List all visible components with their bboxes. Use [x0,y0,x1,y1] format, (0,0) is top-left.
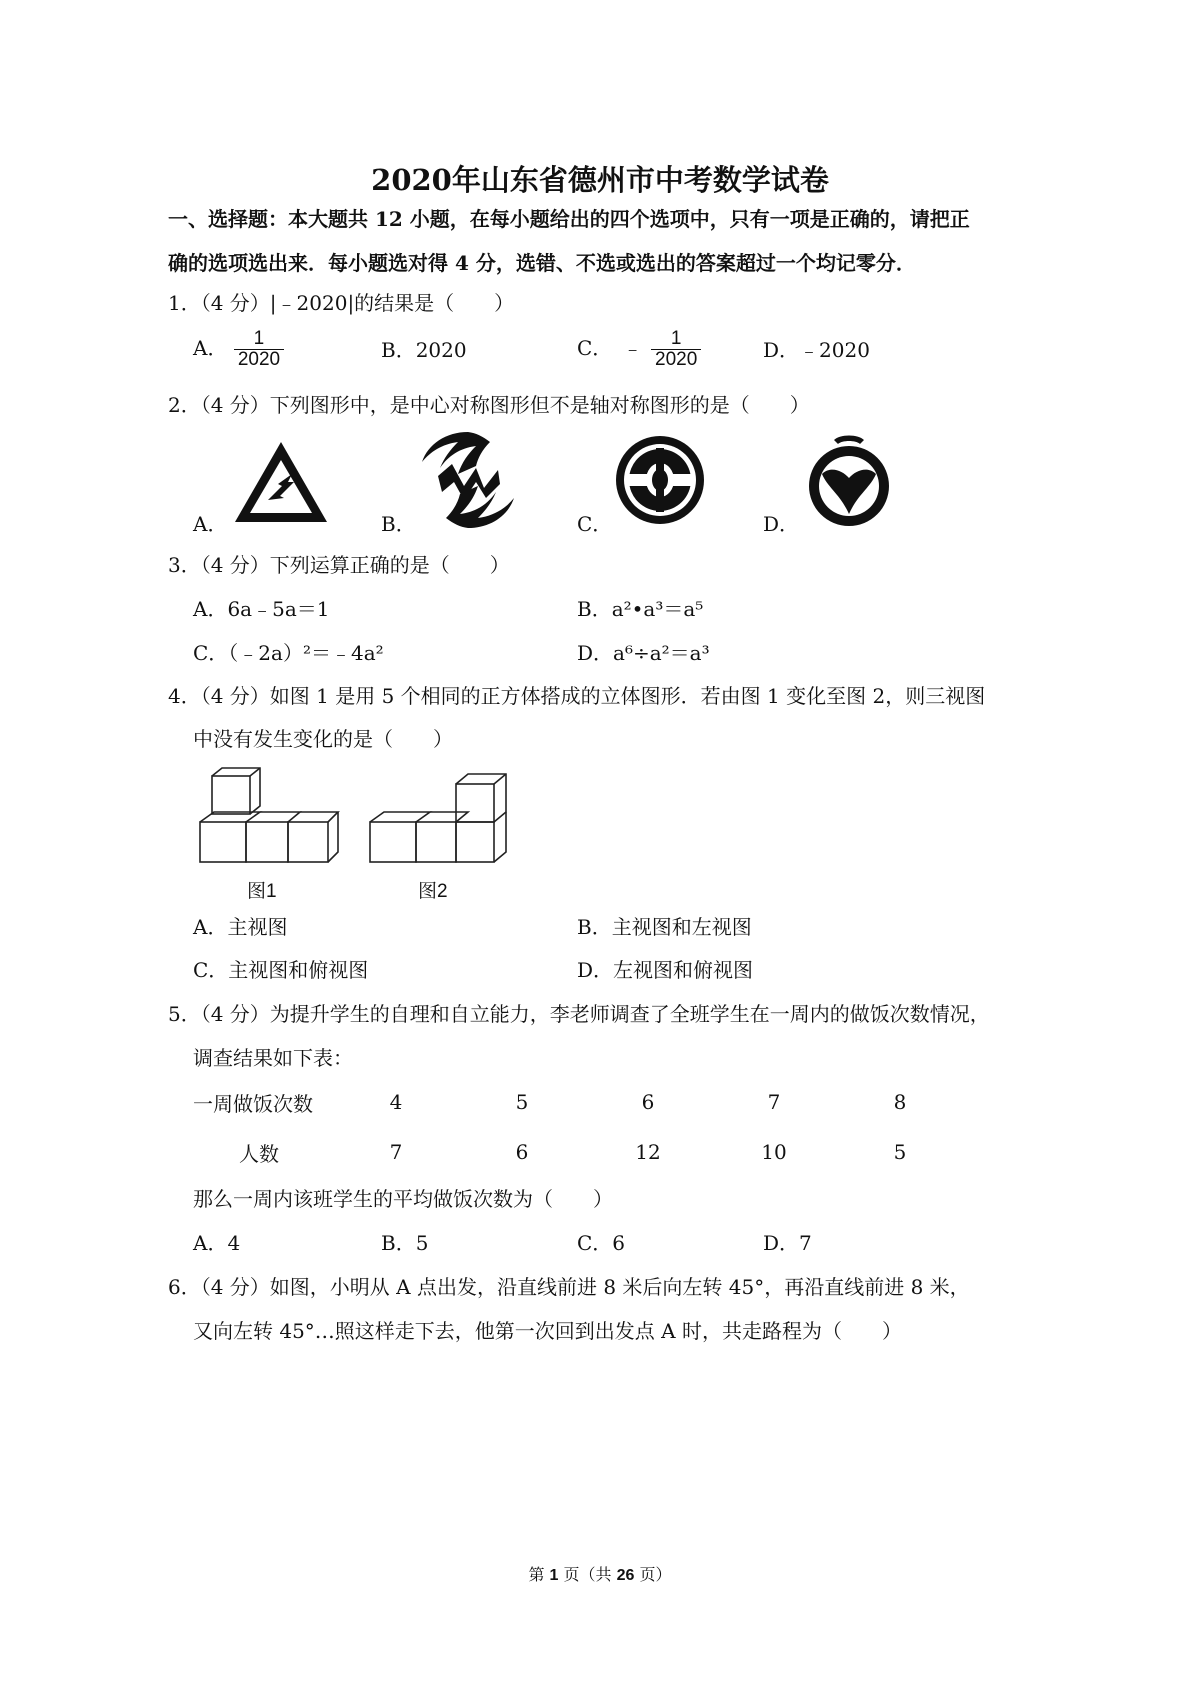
question-2-stem: 2．（4 分）下列图形中，是中心对称图形但不是轴对称图形的是（ ） [168,393,810,417]
section-instructions-line2: 确的选项选出来．每小题选对得 4 分，选错、不选或选出的答案超过一个均记零分． [168,251,916,275]
warning-triangle-icon [232,438,330,526]
question-5-stem-line2: 调查结果如下表： [193,1046,353,1070]
question-4-stem-line2: 中没有发生变化的是（ ） [193,727,453,751]
q3-option-b: B．a²•a³＝a⁵ [577,597,704,621]
q4-option-b: B．主视图和左视图 [577,915,752,939]
q5-option-c: C．6 [577,1231,626,1255]
table-cell: 6 [641,1090,655,1114]
q2-option-a-label: A． [193,512,228,536]
q3-option-d: D．a⁶÷a²＝a³ [577,641,710,665]
q1-option-d: D．﹣2020 [763,338,870,362]
circle-cross-emblem-icon [614,434,706,526]
figure-1-cubes [196,766,342,866]
current-page-number: 1 [549,1567,559,1584]
table-cell: 4 [389,1090,403,1114]
table-cell: 7 [389,1140,403,1164]
question-1-stem: 1．（4 分）|﹣2020|的结果是（ ） [168,291,515,315]
q1-option-b: B．2020 [381,338,467,362]
table-cell: 7 [767,1090,781,1114]
fraction: $\frac{1}{2020}$ [651,329,701,370]
total-pages: 26 [616,1567,635,1584]
page-title: 2020年山东省德州市中考数学试卷 [371,163,829,197]
q2-option-d-label: D． [763,512,800,536]
q2-option-c-label: C． [577,512,613,536]
table-cell: 10 [761,1140,787,1164]
table-cell: 一周做饭次数 [193,1091,313,1116]
table-cell: 人数 [239,1141,279,1166]
q1-option-a: A． $\frac{1}{2020}$ [193,329,284,370]
table-cell: 6 [515,1140,529,1164]
q2-option-b-label: B． [381,512,416,536]
table-cell: 12 [635,1140,661,1164]
q3-option-a: A．6a﹣5a＝1 [193,597,330,621]
figure-1-label: 图1 [247,881,277,902]
table-cell: 8 [893,1090,907,1114]
q4-option-a: A．主视图 [193,915,288,939]
heart-ring-emblem-icon [800,432,898,528]
table-cell: 5 [893,1140,907,1164]
section-instructions-line1: 一、选择题：本大题共 12 小题，在每小题给出的四个选项中，只有一项是正确的，请把正 [168,207,970,231]
q5-data-table [193,1077,963,1177]
swirl-logo-icon [418,430,518,530]
q1-option-c: C． ﹣ $\frac{1}{2020}$ [577,329,701,370]
q4-option-d: D．左视图和俯视图 [577,958,754,982]
figure-2-cubes [366,766,512,866]
q4-option-c: C．主视图和俯视图 [193,958,369,982]
table-cell: 5 [515,1090,529,1114]
question-4-stem-line1: 4．（4 分）如图 1 是用 5 个相同的正方体搭成的立体图形．若由图 1 变化至图 2，则三视图 [168,684,986,708]
figure-2-label: 图2 [418,881,448,902]
question-6-stem-line2: 又向左转 45°…照这样走下去，他第一次回到出发点 A 时，共走路程为（ ） [193,1319,902,1343]
question-6-stem-line1: 6．（4 分）如图，小明从 A 点出发，沿直线前进 8 米后向左转 45°，再沿直线前进 8 米， [168,1275,970,1299]
fraction: $\frac{1}{2020}$ [234,329,284,370]
page-footer: 第 1 页（共 26 页） [528,1565,672,1584]
table-row [193,1077,963,1127]
q3-option-c: C．（﹣2a）²＝﹣4a² [193,641,384,665]
q5-question: 那么一周内该班学生的平均做饭次数为（ ） [193,1187,613,1211]
question-3-stem: 3．（4 分）下列运算正确的是（ ） [168,553,510,577]
q5-option-b: B．5 [381,1231,429,1255]
q5-option-d: D．7 [763,1231,812,1255]
table-row [193,1127,963,1177]
question-5-stem-line1: 5．（4 分）为提升学生的自理和自立能力，李老师调查了全班学生在一周内的做饭次数情况， [168,1002,990,1026]
q5-option-a: A．4 [193,1231,241,1255]
